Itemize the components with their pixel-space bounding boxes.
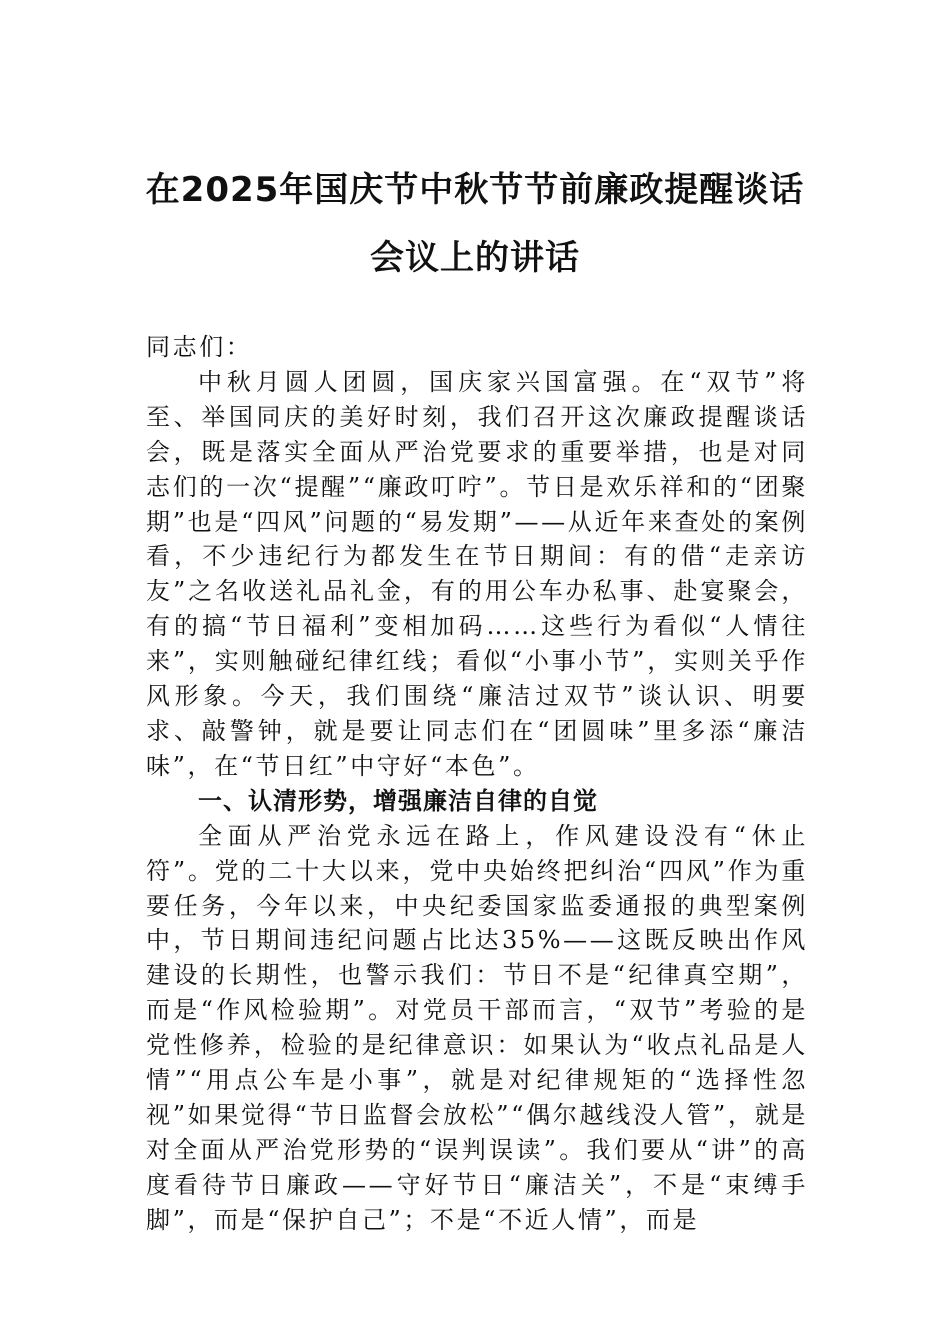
document-title-line-2: 会议上的讲话 <box>370 238 580 278</box>
paragraph-1: 中秋月圆人团圆，国庆家兴国富强。在“双节”将至、举国同庆的美好时刻，我们召开这次廉政提醒谈话会，既是落实全面从严治党要求的重要举措，也是对同志们的一次“提醒”“廉政叮咛”。节日是欢乐祥和的“团聚期”也是“四风”问题的“易发期”——从近年来查处的案例看，不少违纪行为都发生在节日期间：有的借“走亲访友”之名收送礼品礼金，有的用公车办私事、赴宴聚会，有的搞“节日福利”变相加码……这些行为看似“人情往来”，实则触碰纪律红线；看似“小事小节”，实则关乎作风形象。今天，我们围绕“廉洁过双节”谈认识、明要求、敲警钟，就是要让同志们在“团圆味”里多添“廉洁味”，在“节日红”中守好“本色”。 <box>146 367 808 780</box>
salutation: 同志们： <box>146 333 253 361</box>
document-title-line-1: 在2025年国庆节中秋节节前廉政提醒谈话 <box>145 170 805 210</box>
document-body <box>146 330 808 1238</box>
paragraph-2: 全面从严治党永远在路上，作风建设没有“休止符”。党的二十大以来，党中央始终把纠治“四风”作为重要任务，今年以来，中央纪委国家监委通报的典型案例中，节日期间违纪问题占比达35%——这既反映出作风建设的长期性，也警示我们：节日不是“纪律真空期”，而是“作风检验期”。对党员干部而言，“双节”考验的是党性修养，检验的是纪律意识：如果认为“收点礼品是人情”“用点公车是小事”，就是对纪律规矩的“选择性忽视”如果觉得“节日监督会放松”“偶尔越线没人管”，就是对全面从严治党形势的“误判误读”。我们要从“讲”的高度看待节日廉政——守好节日“廉洁关”，不是“束缚手脚”，而是“保护自己”；不是“不近人情”，而是 <box>146 821 808 1234</box>
section-heading-1: 一、认清形势，增强廉洁自律的自觉 <box>198 786 598 815</box>
